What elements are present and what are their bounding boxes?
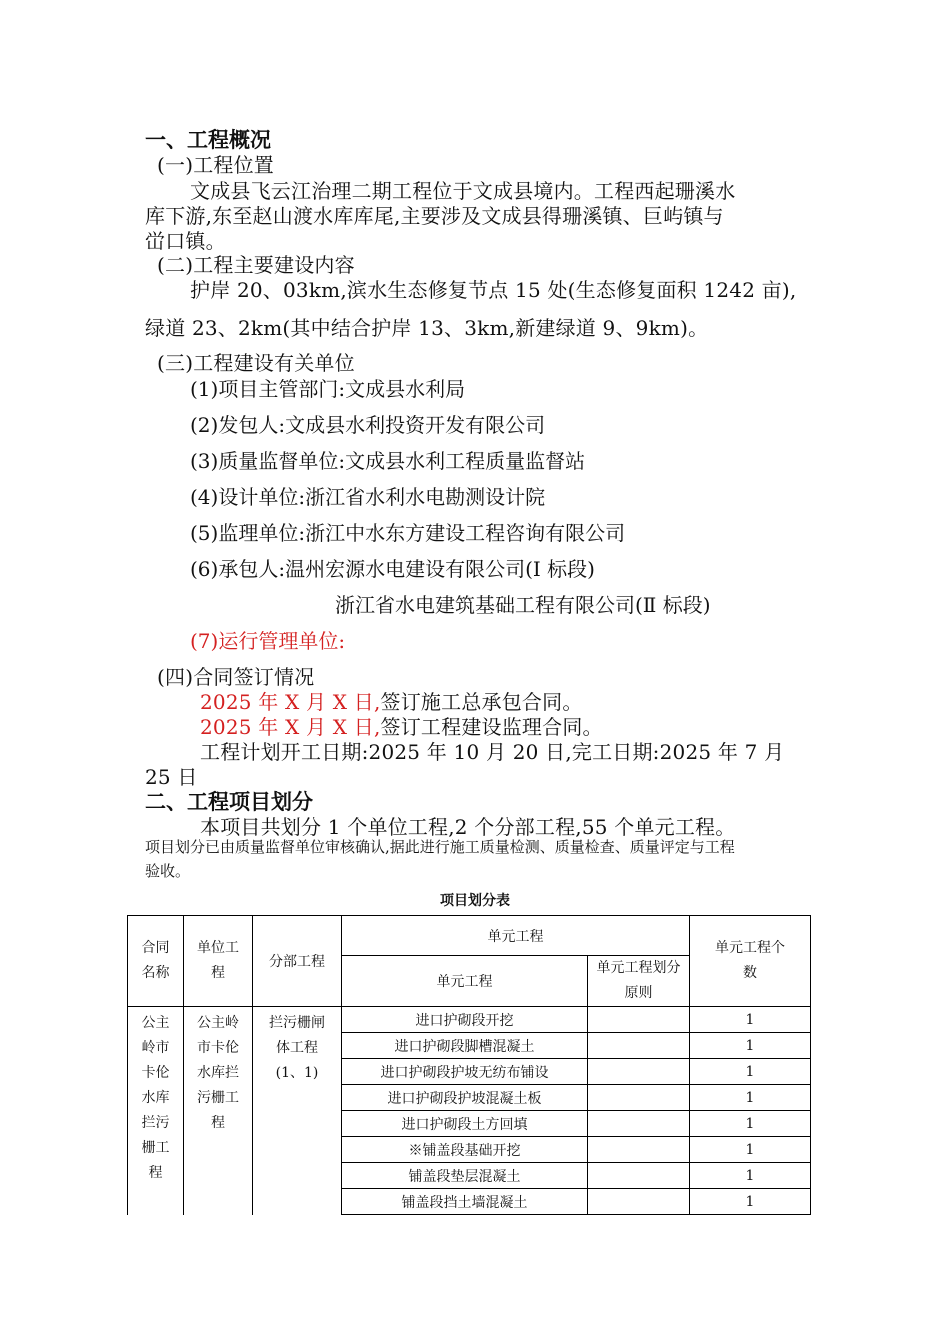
element-principle [588, 1163, 690, 1189]
table-caption: 项目划分表 [440, 893, 510, 909]
element-count: 1 [690, 1189, 811, 1215]
header-unit-project: 单位工程 [184, 916, 253, 1007]
subheading-contracts: (四)合同签订情况 [157, 665, 315, 689]
element-count: 1 [690, 1111, 811, 1137]
party-line-3: (3)质量监督单位:文成县水利工程质量监督站 [190, 449, 586, 473]
element-count: 1 [690, 1163, 811, 1189]
element-principle [588, 1085, 690, 1111]
element-count: 1 [690, 1033, 811, 1059]
element-name: 进口护砌段开挖 [342, 1007, 588, 1033]
location-text-line-3: 峃口镇。 [145, 229, 226, 253]
element-name: 进口护砌段护坡无纺布铺设 [342, 1059, 588, 1085]
party-line-4: (4)设计单位:浙江省水利水电勘测设计院 [190, 485, 546, 509]
element-principle [588, 1189, 690, 1215]
header-element-name: 单元工程 [342, 956, 588, 1007]
party-line-contractor-2: 浙江省水电建筑基础工程有限公司(Ⅱ 标段) [335, 593, 711, 617]
element-count: 1 [690, 1059, 811, 1085]
party-line-5: (5)监理单位:浙江中水东方建设工程咨询有限公司 [190, 521, 626, 545]
section-title-overview: 一、工程概况 [145, 128, 271, 152]
element-name: 进口护砌段护坡混凝土板 [342, 1085, 588, 1111]
subheading-location: (一)工程位置 [157, 153, 275, 177]
element-name: 铺盖段垫层混凝土 [342, 1163, 588, 1189]
element-name: 铺盖段挡土墙混凝土 [342, 1189, 588, 1215]
division-text-line-2: 项目划分已由质量监督单位审核确认,据此进行施工质量检测、质量检查、质量评定与工程 [145, 838, 735, 856]
element-name: 进口护砌段脚槽混凝土 [342, 1033, 588, 1059]
section-title-division: 二、工程项目划分 [145, 790, 313, 814]
contract-text-1: 签订施工总承包合同。 [380, 690, 583, 714]
party-line-6: (6)承包人:温州宏源水电建设有限公司(Ⅰ 标段) [190, 557, 595, 581]
cell-contract-name: 公主岭市卡伦水库拦污栅工程 [128, 1007, 184, 1215]
element-name: 进口护砌段土方回填 [342, 1111, 588, 1137]
division-table [127, 915, 811, 1215]
party-line-2: (2)发包人:文成县水利投资开发有限公司 [190, 413, 546, 437]
construction-text-line-1: 护岸 20、03km,滨水生态修复节点 15 处(生态修复面积 1242 亩), [190, 278, 797, 302]
division-text-line-1: 本项目共划分 1 个单位工程,2 个分部工程,55 个单元工程。 [200, 815, 736, 839]
header-sub-project: 分部工程 [253, 916, 342, 1007]
element-principle [588, 1007, 690, 1033]
cell-unit-project: 公主岭市卡伦水库拦污栅工程 [184, 1007, 253, 1215]
division-text-line-3: 验收。 [145, 862, 191, 880]
header-element-count: 单元工程个数 [690, 916, 811, 1007]
header-contract-name: 合同名称 [128, 916, 184, 1007]
header-element-group: 单元工程 [342, 916, 690, 956]
sub-project-code: (1、1) [275, 1065, 319, 1081]
element-principle [588, 1059, 690, 1085]
subheading-parties: (三)工程建设有关单位 [157, 351, 355, 375]
element-name: ※铺盖段基础开挖 [342, 1137, 588, 1163]
subheading-construction: (二)工程主要建设内容 [157, 253, 355, 277]
element-principle [588, 1111, 690, 1137]
cell-sub-project: 拦污栅闸体工程 (1、1) [253, 1007, 342, 1215]
schedule-line-2: 25 日 [145, 765, 198, 789]
contract-date-1: 2025 年 X 月 X 日, [200, 690, 381, 714]
party-line-7: (7)运行管理单位: [190, 629, 346, 653]
construction-text-line-2: 绿道 23、2km(其中结合护岸 13、3km,新建绿道 9、9km)。 [145, 316, 709, 340]
element-count: 1 [690, 1137, 811, 1163]
location-text-line-1: 文成县飞云江治理二期工程位于文成县境内。工程西起珊溪水 [190, 179, 736, 203]
contract-text-2: 签订工程建设监理合同。 [380, 715, 603, 739]
element-count: 1 [690, 1007, 811, 1033]
contract-date-2: 2025 年 X 月 X 日, [200, 715, 381, 739]
element-count: 1 [690, 1085, 811, 1111]
element-principle [588, 1137, 690, 1163]
header-division-principle: 单元工程划分原则 [588, 956, 690, 1007]
schedule-line-1: 工程计划开工日期:2025 年 10 月 20 日,完工日期:2025 年 7 月 [200, 740, 785, 764]
element-principle [588, 1033, 690, 1059]
location-text-line-2: 库下游,东至赵山渡水库库尾,主要涉及文成县得珊溪镇、巨屿镇与 [145, 204, 724, 228]
party-line-1: (1)项目主管部门:文成县水利局 [190, 377, 466, 401]
